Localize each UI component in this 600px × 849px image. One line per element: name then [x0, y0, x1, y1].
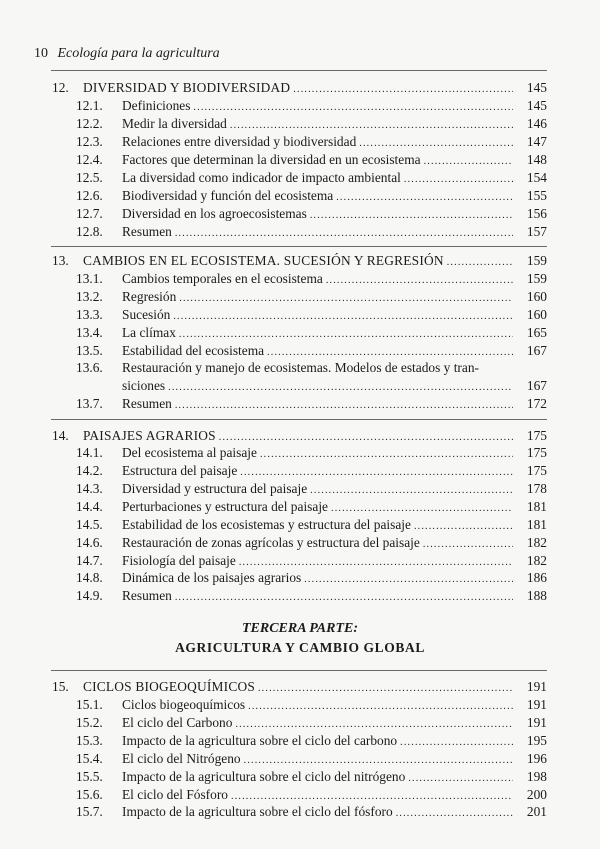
section-number: 14.1.	[76, 445, 103, 460]
section-page: 148	[526, 152, 547, 167]
section-page: 160	[526, 307, 547, 322]
toc-entry	[52, 803, 547, 821]
toc-entry	[52, 516, 547, 534]
section-page: 178	[526, 481, 547, 496]
section-title: Sucesión	[122, 307, 171, 322]
toc-entry	[52, 696, 547, 714]
toc-entry	[52, 223, 547, 241]
toc-entry	[52, 342, 547, 360]
section-number: 13.3.	[76, 307, 103, 322]
section-number: 14.8.	[76, 570, 103, 585]
toc-entry	[52, 395, 547, 413]
toc-entry	[52, 569, 547, 587]
section-number: 14.7.	[76, 553, 103, 568]
toc-entry	[52, 750, 547, 768]
section-number: 15.3.	[76, 733, 103, 748]
section-page: 154	[526, 170, 547, 185]
section-page: 156	[526, 206, 547, 221]
section-title: La clímax	[122, 325, 176, 340]
part-title: AGRICULTURA Y CAMBIO GLOBAL	[175, 640, 425, 655]
section-page: 167	[526, 343, 547, 358]
section-title: Relaciones entre diversidad y biodiversidad	[122, 134, 357, 149]
section-page: 165	[526, 325, 547, 340]
toc-entry	[52, 288, 547, 306]
toc-entry	[52, 480, 547, 498]
chapter-title: PAISAJES AGRARIOS	[83, 428, 216, 443]
section-title: Perturbaciones y estructura del paisaje	[122, 499, 328, 514]
chapter-number: 12.	[52, 80, 69, 95]
section-number: 15.1.	[76, 697, 103, 712]
page-number: 10	[34, 46, 48, 61]
section-page: 201	[526, 804, 547, 819]
chapter-14-top-rule	[51, 419, 547, 420]
section-title: Impacto de la agricultura sobre el ciclo del fósforo	[122, 804, 393, 819]
section-page: 181	[526, 499, 547, 514]
section-number: 14.3.	[76, 481, 103, 496]
section-number: 15.6.	[76, 787, 103, 802]
section-title: Impacto de la agricultura sobre el ciclo del carbono	[122, 733, 398, 748]
section-title: Del ecosistema al paisaje	[122, 445, 257, 460]
section-number: 12.5.	[76, 170, 103, 185]
section-title: Restauración de zonas agrícolas y estructura del paisaje	[122, 535, 420, 550]
dot-leader	[175, 589, 513, 607]
section-number: 14.2.	[76, 463, 103, 478]
section-title: Estructura del paisaje	[122, 463, 238, 478]
toc-entry	[52, 151, 547, 169]
section-number: 15.7.	[76, 804, 103, 819]
section-number: 12.7.	[76, 206, 103, 221]
toc-entry-line-2	[52, 377, 547, 395]
toc-entry	[52, 587, 547, 605]
toc-entry	[52, 133, 547, 151]
section-number: 14.6.	[76, 535, 103, 550]
section-title: Regresión	[122, 289, 177, 304]
chapter-15-top-rule	[51, 670, 547, 671]
section-page: 147	[526, 134, 547, 149]
dot-leader	[175, 225, 513, 243]
chapter-number: 13.	[52, 253, 69, 268]
toc-entry	[52, 169, 547, 187]
toc-entry	[52, 270, 547, 288]
section-title: Resumen	[122, 224, 172, 239]
section-title: Estabilidad de los ecosistemas y estructura del paisaje	[122, 517, 411, 532]
section-page: 146	[526, 116, 547, 131]
toc-entry	[52, 187, 547, 205]
section-title: Definiciones	[122, 98, 191, 113]
section-number: 14.9.	[76, 588, 103, 603]
toc-entry	[52, 552, 547, 570]
section-number: 14.4.	[76, 499, 103, 514]
section-page: 182	[526, 553, 547, 568]
chapter-number: 14.	[52, 428, 69, 443]
section-title: Fisiología del paisaje	[122, 553, 236, 568]
section-page: 191	[526, 715, 547, 730]
section-page: 172	[526, 396, 547, 411]
chapter-12-top-rule	[51, 70, 547, 71]
section-title: Resumen	[122, 588, 172, 603]
chapter-13-entry	[52, 252, 547, 270]
section-title: Factores que determinan la diversidad en un ecosistema	[122, 152, 421, 167]
section-page: 186	[526, 570, 547, 585]
section-number: 15.2.	[76, 715, 103, 730]
chapter-14-entry	[52, 427, 547, 445]
section-page: 181	[526, 517, 547, 532]
section-number: 12.4.	[76, 152, 103, 167]
chapter-title: CAMBIOS EN EL ECOSISTEMA. SUCESIÓN Y REGRESIÓN	[83, 253, 444, 268]
section-title: Diversidad y estructura del paisaje	[122, 481, 308, 496]
section-number: 12.6.	[76, 188, 103, 203]
section-page: 175	[526, 463, 547, 478]
running-header	[34, 46, 220, 62]
chapter-page: 191	[526, 679, 547, 694]
section-title-continued: siciones	[122, 378, 166, 393]
dot-leader	[396, 805, 513, 823]
section-title: Biodiversidad y función del ecosistema	[122, 188, 334, 203]
section-page: 167	[526, 378, 547, 393]
section-title: La diversidad como indicador de impacto ambiental	[122, 170, 401, 185]
section-page: 175	[526, 445, 547, 460]
section-title: Dinámica de los paisajes agrarios	[122, 570, 302, 585]
section-number: 13.1.	[76, 271, 103, 286]
chapter-number: 15.	[52, 679, 69, 694]
section-page: 195	[526, 733, 547, 748]
section-page: 155	[526, 188, 547, 203]
section-page: 200	[526, 787, 547, 802]
dot-leader	[175, 397, 513, 415]
toc-entry	[52, 534, 547, 552]
chapter-title: DIVERSIDAD Y BIODIVERSIDAD	[83, 80, 291, 95]
toc-entry	[52, 444, 547, 462]
toc-entry	[52, 714, 547, 732]
chapter-15-entry	[52, 678, 547, 696]
toc-entry	[52, 115, 547, 133]
book-title: Ecología para la agricultura	[57, 46, 220, 61]
section-number: 14.5.	[76, 517, 103, 532]
section-title: Ciclos biogeoquímicos	[122, 697, 246, 712]
section-page: 198	[526, 769, 547, 784]
toc-entry	[52, 786, 547, 804]
section-page: 157	[526, 224, 547, 239]
section-page: 160	[526, 289, 547, 304]
toc-entry	[52, 462, 547, 480]
toc-entry-line-1	[52, 359, 547, 377]
section-number: 12.3.	[76, 134, 103, 149]
toc-entry	[52, 97, 547, 115]
section-number: 15.4.	[76, 751, 103, 766]
section-title: Restauración y manejo de ecosistemas. Modelos de estados y tran-	[122, 360, 479, 375]
section-title: Diversidad en los agroecosistemas	[122, 206, 307, 221]
section-title: Medir la diversidad	[122, 116, 227, 131]
section-number: 15.5.	[76, 769, 103, 784]
section-page: 191	[526, 697, 547, 712]
section-page: 182	[526, 535, 547, 550]
section-title: El ciclo del Nitrógeno	[122, 751, 241, 766]
chapter-page: 175	[526, 428, 547, 443]
section-number: 13.4.	[76, 325, 103, 340]
section-page: 159	[526, 271, 547, 286]
section-title: Cambios temporales en el ecosistema	[122, 271, 323, 286]
chapter-title: CICLOS BIOGEOQUÍMICOS	[83, 679, 255, 694]
section-title: Estabilidad del ecosistema	[122, 343, 265, 358]
chapter-page: 159	[526, 253, 547, 268]
toc-entry	[52, 324, 547, 342]
toc-entry	[52, 498, 547, 516]
section-title: El ciclo del Carbono	[122, 715, 233, 730]
chapter-13-top-rule	[51, 246, 547, 247]
section-number: 12.1.	[76, 98, 103, 113]
section-page: 145	[526, 98, 547, 113]
section-number: 13.5.	[76, 343, 103, 358]
toc-entry	[52, 205, 547, 223]
section-page: 188	[526, 588, 547, 603]
section-title: Resumen	[122, 396, 172, 411]
toc-entry	[52, 768, 547, 786]
toc-entry	[52, 306, 547, 324]
section-title: Impacto de la agricultura sobre el ciclo del nitrógeno	[122, 769, 406, 784]
section-number: 12.2.	[76, 116, 103, 131]
section-title: El ciclo del Fósforo	[122, 787, 228, 802]
toc-entry	[52, 732, 547, 750]
section-number: 13.6.	[76, 360, 103, 375]
part-label: TERCERA PARTE:	[241, 621, 359, 636]
chapter-page: 145	[526, 80, 547, 95]
section-number: 13.7.	[76, 396, 103, 411]
section-page: 196	[526, 751, 547, 766]
chapter-12-entry	[52, 79, 547, 97]
section-number: 12.8.	[76, 224, 103, 239]
section-number: 13.2.	[76, 289, 103, 304]
